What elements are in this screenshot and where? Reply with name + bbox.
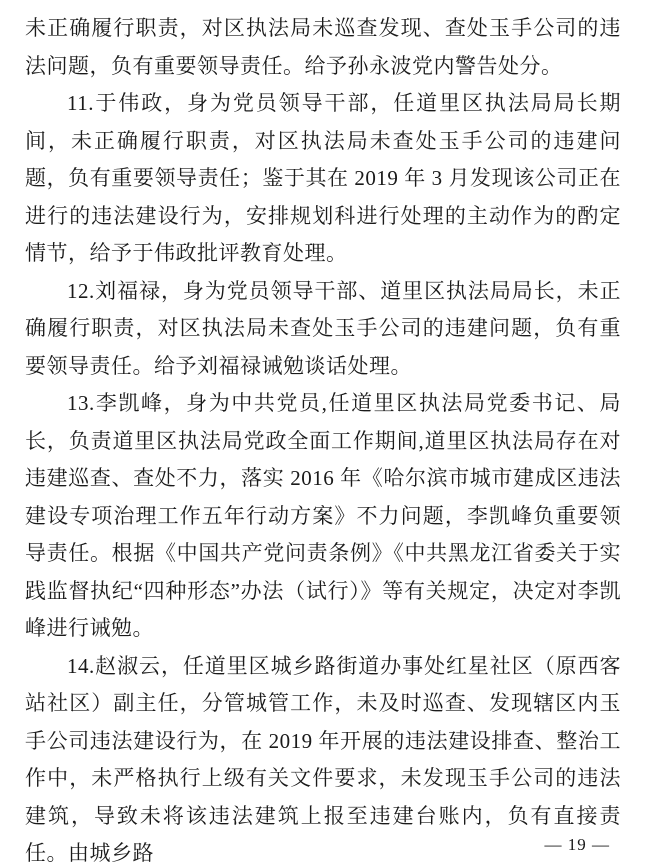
paragraph-item-14: 14.赵淑云，任道里区城乡路街道办事处红星社区（原西客站社区）副主任，分管城管工作，未及时巡查、发现辖区内玉手公司违法建设行为，在 2019 年开展的违法建设排查、整治工作中，未严格执行上级有关文件要求，未发现玉手公司的违法建筑，导致未将该违法建筑上报至违建台账内，负有直接责任。由城乡路 xyxy=(25,653,621,865)
paragraph-item-13: 13.李凯峰，身为中共党员,任道里区执法局党委书记、局长，负责道里区执法局党政全面工作期间,道里区执法局存在对违建巡查、查处不力，落实 2016 年《哈尔滨市城市建成区违法建设专项治理工作五年行动方案》不力问题，李凯峰负重要领导责任。根据《中国共产党问责条例》《中共黑龙江省委关于实践监督执纪“四种形态”办法（试行）》等有关规定，决定对李凯峰进行诫勉。 xyxy=(25,391,621,640)
paragraph-item-11: 11.于伟政，身为党员领导干部，任道里区执法局局长期间，未正确履行职责，对区执法局未查处玉手公司的违建问题，负有重要领导责任；鉴于其在 2019 年 3 月发现该公司正在进行的违法建设行为，安排规划科进行处理的主动作为的酌定情节，给予于伟政批评教育处理。 xyxy=(25,91,621,265)
page-number: — 19 — xyxy=(544,835,610,854)
paragraph-continuation: 未正确履行职责，对区执法局未巡查发现、查处玉手公司的违法问题，负有重要领导责任。给予孙永波党内警告处分。 xyxy=(25,16,621,78)
document-body xyxy=(25,10,621,865)
paragraph-item-12: 12.刘福禄，身为党员领导干部、道里区执法局局长，未正确履行职责，对区执法局未查处玉手公司的违建问题，负有重要领导责任。给予刘福禄诫勉谈话处理。 xyxy=(25,278,621,378)
